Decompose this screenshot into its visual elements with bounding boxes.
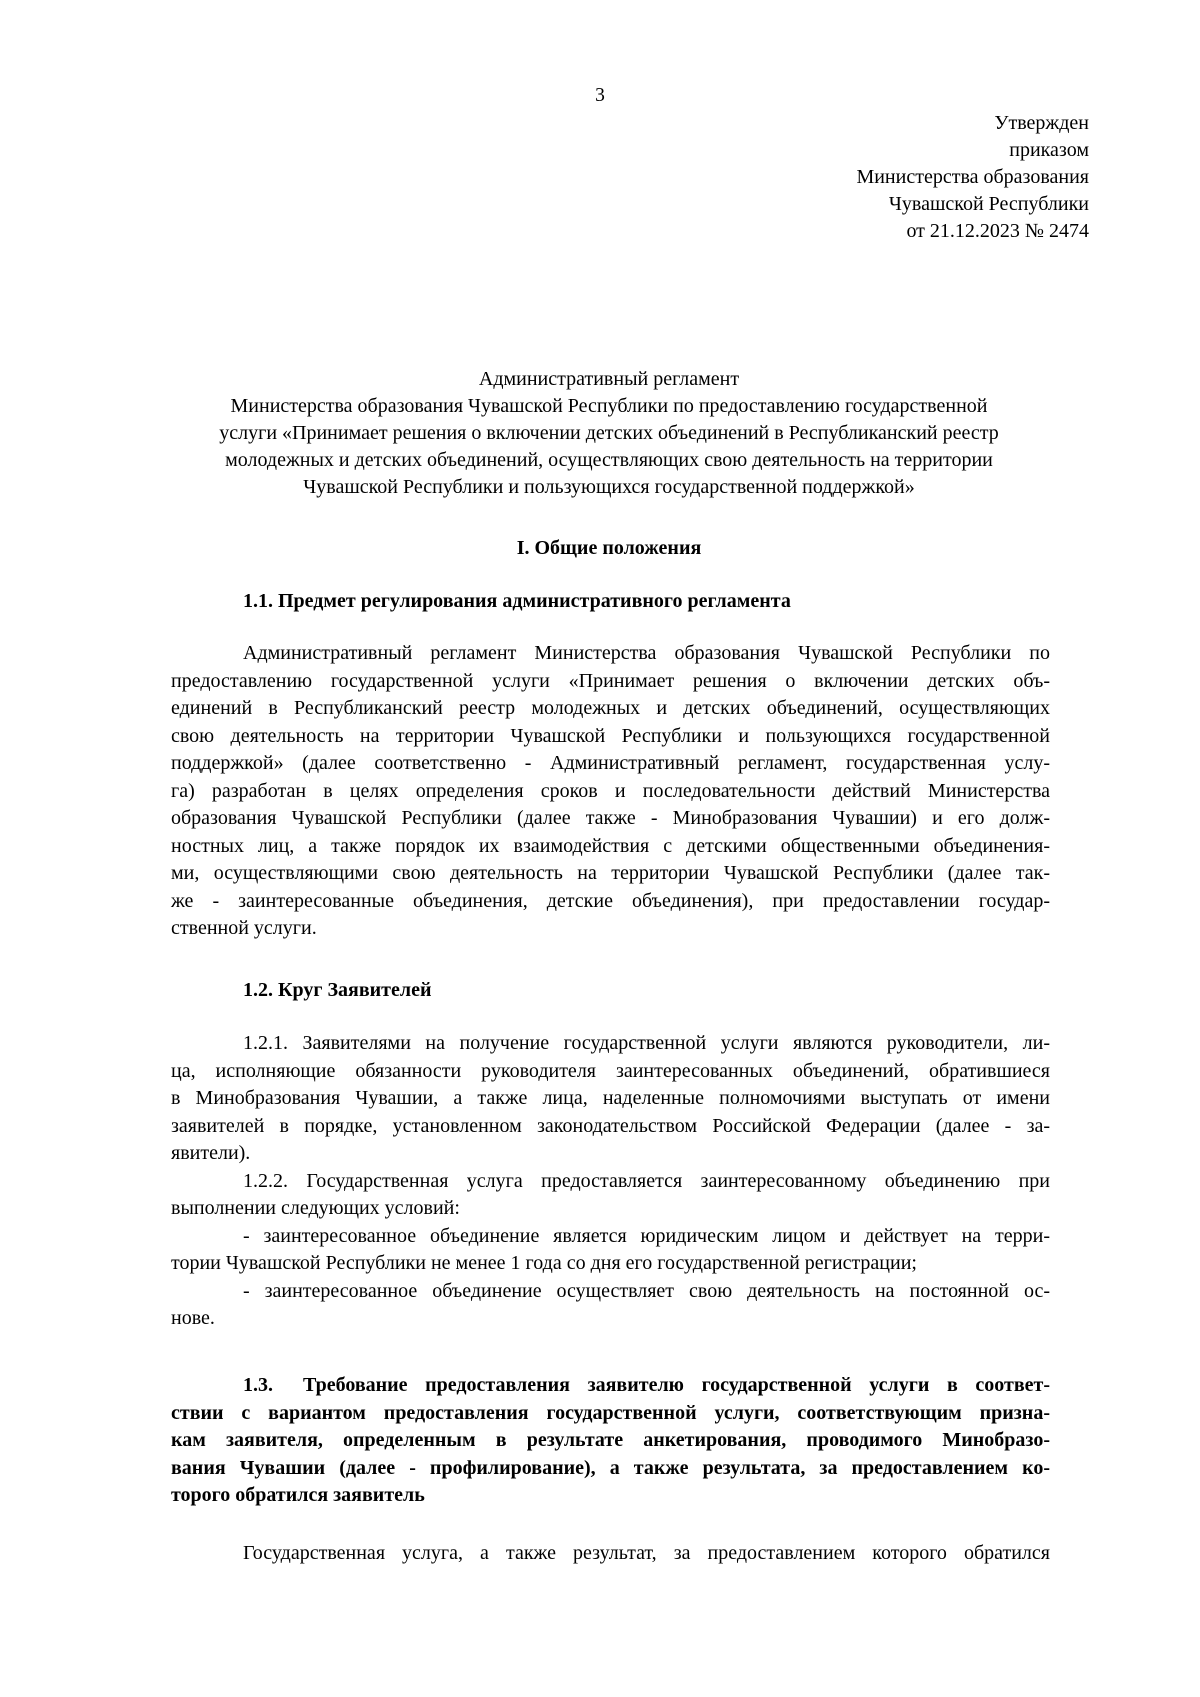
approval-line: Утвержден xyxy=(994,112,1089,134)
text-line: ми, осуществляющими свою деятельность на территории Чувашской Республики (далее так- xyxy=(171,862,1050,884)
subsection-heading-1-2: 1.2. Круг Заявителей xyxy=(243,979,432,1001)
page-number: 3 xyxy=(595,85,605,106)
section-heading: I. Общие положения xyxy=(516,537,702,559)
paragraph-1-2 xyxy=(171,1030,1050,1333)
text-line: поддержкой» (далее соответственно - Административный регламент, государственная услу- xyxy=(171,752,1050,774)
text-line: в Минобразования Чувашии, а также лица, наделенные полномочиями выступать от имени xyxy=(171,1087,1050,1109)
text-line: Административный регламент Министерства образования Чувашской Республики по xyxy=(243,642,1050,664)
approval-line: от 21.12.2023 № 2474 xyxy=(906,220,1089,242)
heading-line xyxy=(171,1372,1050,1400)
text-line: 1.2.2. Государственная услуга предоставляется заинтересованному объединению при xyxy=(243,1169,1050,1192)
approval-line: Министерства образования xyxy=(856,166,1089,188)
title-line: молодежных и детских объединений, осуществляющих свою деятельность на территории xyxy=(225,449,993,471)
heading-line: ствии с вариантом предоставления государственной услуги, соответствующим призна- xyxy=(171,1401,1050,1424)
text-line: Государственная услуга, а также результат, за предоставлением которого обратился xyxy=(243,1542,1050,1564)
title-line: Чувашской Республики и пользующихся государственной поддержкой» xyxy=(303,476,915,498)
subsection-heading-1-1: 1.1. Предмет регулирования административного регламента xyxy=(243,590,791,612)
text-line: выполнении следующих условий: xyxy=(171,1197,460,1219)
text-line: ностных лиц, а также порядок их взаимодействия с детскими общественными объединения- xyxy=(171,834,1050,857)
text-line: - заинтересованное объединение осуществляет свою деятельность на постоянной ос- xyxy=(243,1279,1050,1302)
text-line: нове. xyxy=(171,1307,215,1329)
text-line: ца, исполняющие обязанности руководителя заинтересованных объединений, обратившиеся xyxy=(171,1059,1050,1082)
paragraph-1-3 xyxy=(171,1540,1050,1568)
title-line: Министерства образования Чувашской Республики по предоставлению государственной xyxy=(230,395,988,417)
heading-text: Требование предоставления заявителю государственной услуги в соответ- xyxy=(303,1374,1050,1396)
approval-line: Чувашской Республики xyxy=(888,193,1089,215)
heading-line: кам заявителя, определенным в результате анкетирования, проводимого Минобразо- xyxy=(171,1429,1050,1451)
heading-line: вания Чувашии (далее - профилирование), а также результата, за предоставлением ко- xyxy=(171,1456,1050,1479)
text-line: свою деятельность на территории Чувашской Республики и пользующихся государственной xyxy=(171,724,1050,747)
approval-stamp xyxy=(856,110,1089,245)
text-line: га) разработан в целях определения сроков и последовательности действий Министерства xyxy=(171,779,1050,802)
text-line: же - заинтересованные объединения, детские объединения), при предоставлении государ- xyxy=(171,889,1050,912)
title-line: Административный регламент xyxy=(478,368,740,390)
text-line: тории Чувашской Республики не менее 1 года со дня его государственной регистрации; xyxy=(171,1252,917,1274)
text-line: - заинтересованное объединение является юридическим лицом и действует на терри- xyxy=(243,1224,1050,1247)
subsection-heading-1-3 xyxy=(171,1372,1050,1510)
text-line: образования Чувашской Республики (далее также - Минобразования Чувашии) и его долж- xyxy=(171,807,1050,829)
title-line: услуги «Принимает решения о включении детских объединений в Республиканский реестр xyxy=(219,422,999,444)
approval-line: приказом xyxy=(1009,139,1089,161)
subsection-number: 1.3. xyxy=(243,1374,273,1396)
heading-line: торого обратился заявитель xyxy=(171,1484,425,1506)
text-line: единений в Республиканский реестр молодежных и детских объединений, осуществляющих xyxy=(171,697,1050,719)
paragraph-1-1 xyxy=(171,640,1050,943)
text-line: явители). xyxy=(171,1142,251,1164)
text-line: предоставлению государственной услуги «Принимает решения о включении детских объ- xyxy=(171,669,1050,692)
text-line: ственной услуги. xyxy=(171,917,317,939)
text-line: заявителей в порядке, установленном законодательством Российской Федерации (далее - за- xyxy=(171,1114,1050,1137)
regulation-title xyxy=(168,366,1050,501)
text-line: 1.2.1. Заявителями на получение государственной услуги являются руководители, ли- xyxy=(243,1032,1050,1054)
